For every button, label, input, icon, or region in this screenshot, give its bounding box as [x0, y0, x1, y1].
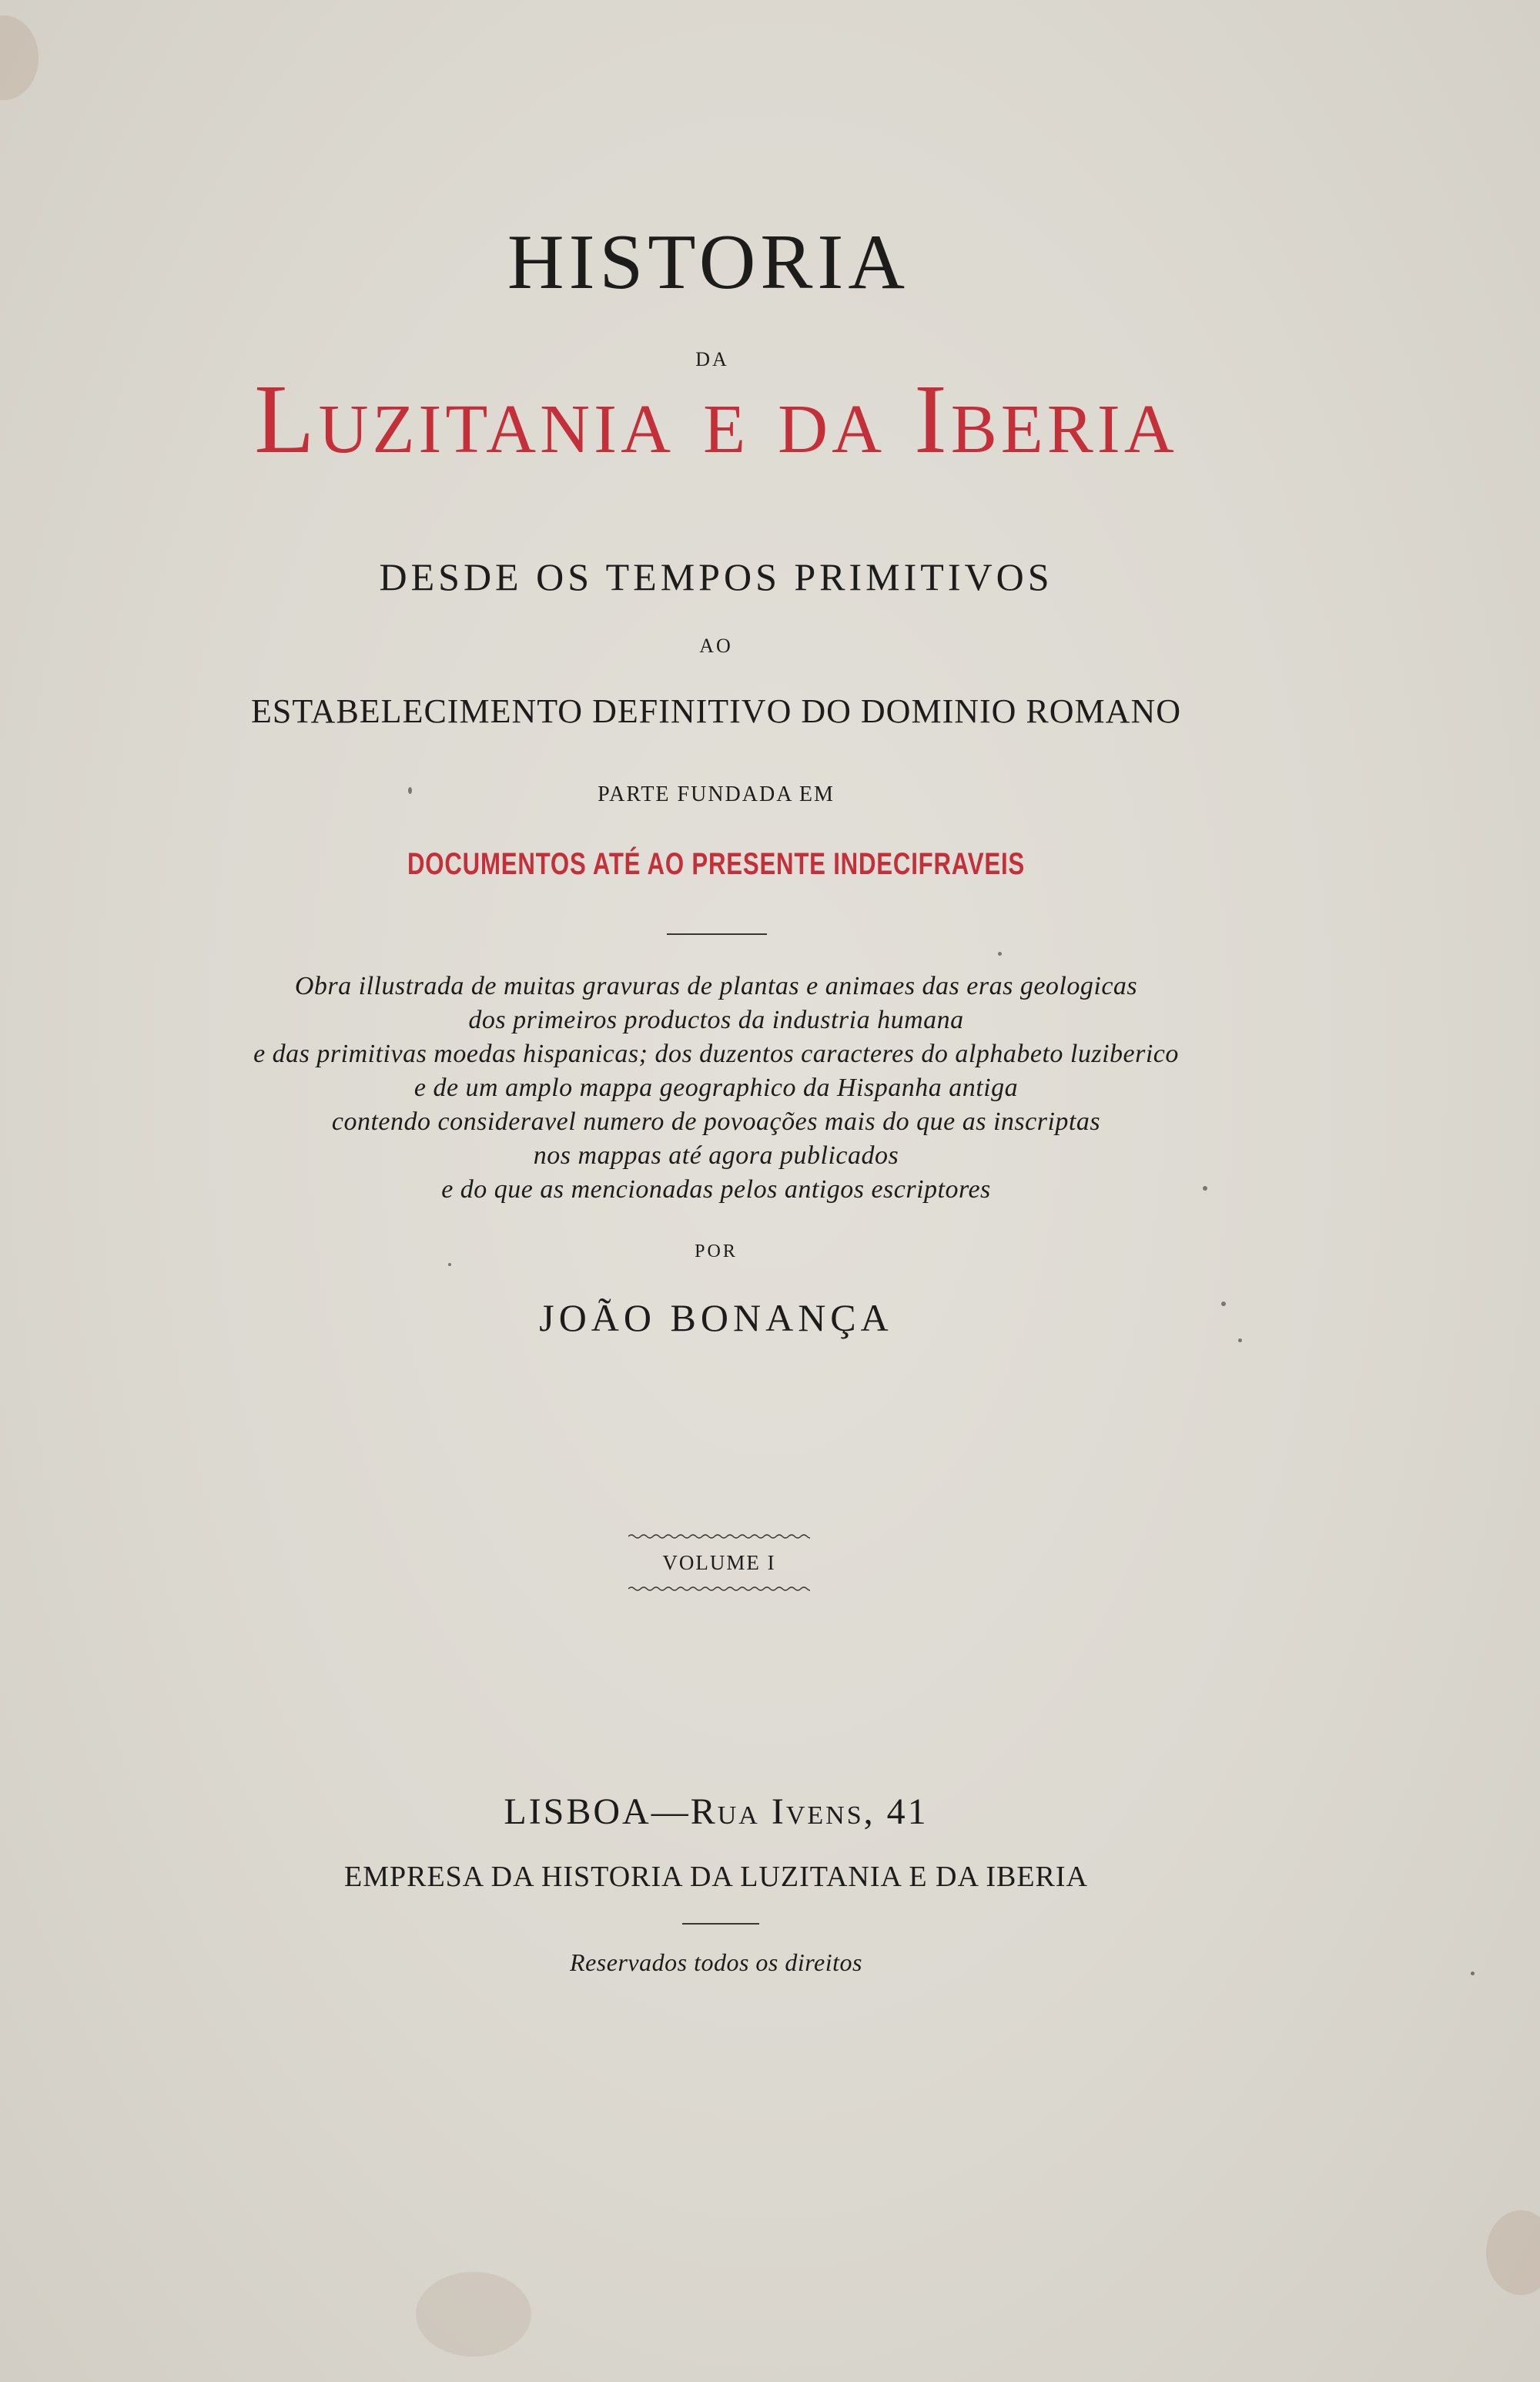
description-line: nos mappas até agora publicados [533, 1141, 899, 1170]
description-line: e do que as mencionadas pelos antigos escriptores [441, 1175, 991, 1204]
imprint-street: Rua Ivens, 41 [690, 1791, 929, 1832]
divider-rule [682, 1923, 759, 1925]
subtitle-primary: DESDE OS TEMPOS PRIMITIVOS [379, 555, 1053, 598]
wavy-rule-bottom [628, 1585, 810, 1593]
description-line: e das primitivas moedas hispanicas; dos duzentos caracteres do alphabeto luziberico [253, 1040, 1179, 1068]
description-line: Obra illustrada de muitas gravuras de plantas e animaes das eras geologicas [294, 972, 1138, 1000]
subtitle-secondary: ESTABELECIMENTO DEFINITIVO DO DOMINIO ROMANO [250, 692, 1182, 730]
imprint-city: LISBOA— [504, 1791, 691, 1832]
connector-por: POR [695, 1241, 738, 1261]
imprint-address [0, 1791, 1432, 1833]
main-title: Luzitania e da Iberia [254, 364, 1178, 474]
page-title: HISTORIA [507, 219, 910, 306]
volume-label: VOLUME I [662, 1551, 776, 1574]
paper-stain [416, 2272, 531, 2357]
author-name: JOÃO BONANÇA [539, 1296, 893, 1339]
paper-stain [0, 15, 38, 100]
volume-ornament [628, 1533, 810, 1594]
description-line: e de um amplo mappa geographico da Hispanha antiga [413, 1074, 1019, 1102]
connector-ao: AO [699, 635, 733, 657]
publisher-name: EMPRESA DA HISTORIA DA LUZITANIA E DA IBERIA [343, 1861, 1089, 1893]
parte-fundada: PARTE FUNDADA EM [598, 782, 835, 806]
connector-da: DA [695, 348, 729, 370]
rights-notice: Reservados todos os direitos [570, 1948, 862, 1976]
wavy-rule-top [628, 1533, 810, 1540]
description-line: contendo consideravel numero de povoações mais do que as inscriptas [331, 1107, 1101, 1136]
paper-speck [1471, 1972, 1475, 1975]
paper-stain [1486, 2210, 1540, 2295]
paper-speck [448, 1263, 451, 1266]
description-line: dos primeiros productos da industria humana [468, 1006, 964, 1034]
documentos-heading: DOCUMENTOS ATÉ AO PRESENTE INDECIFRAVEIS [407, 847, 1026, 881]
divider-rule [667, 933, 767, 935]
paper-speck [998, 952, 1002, 956]
